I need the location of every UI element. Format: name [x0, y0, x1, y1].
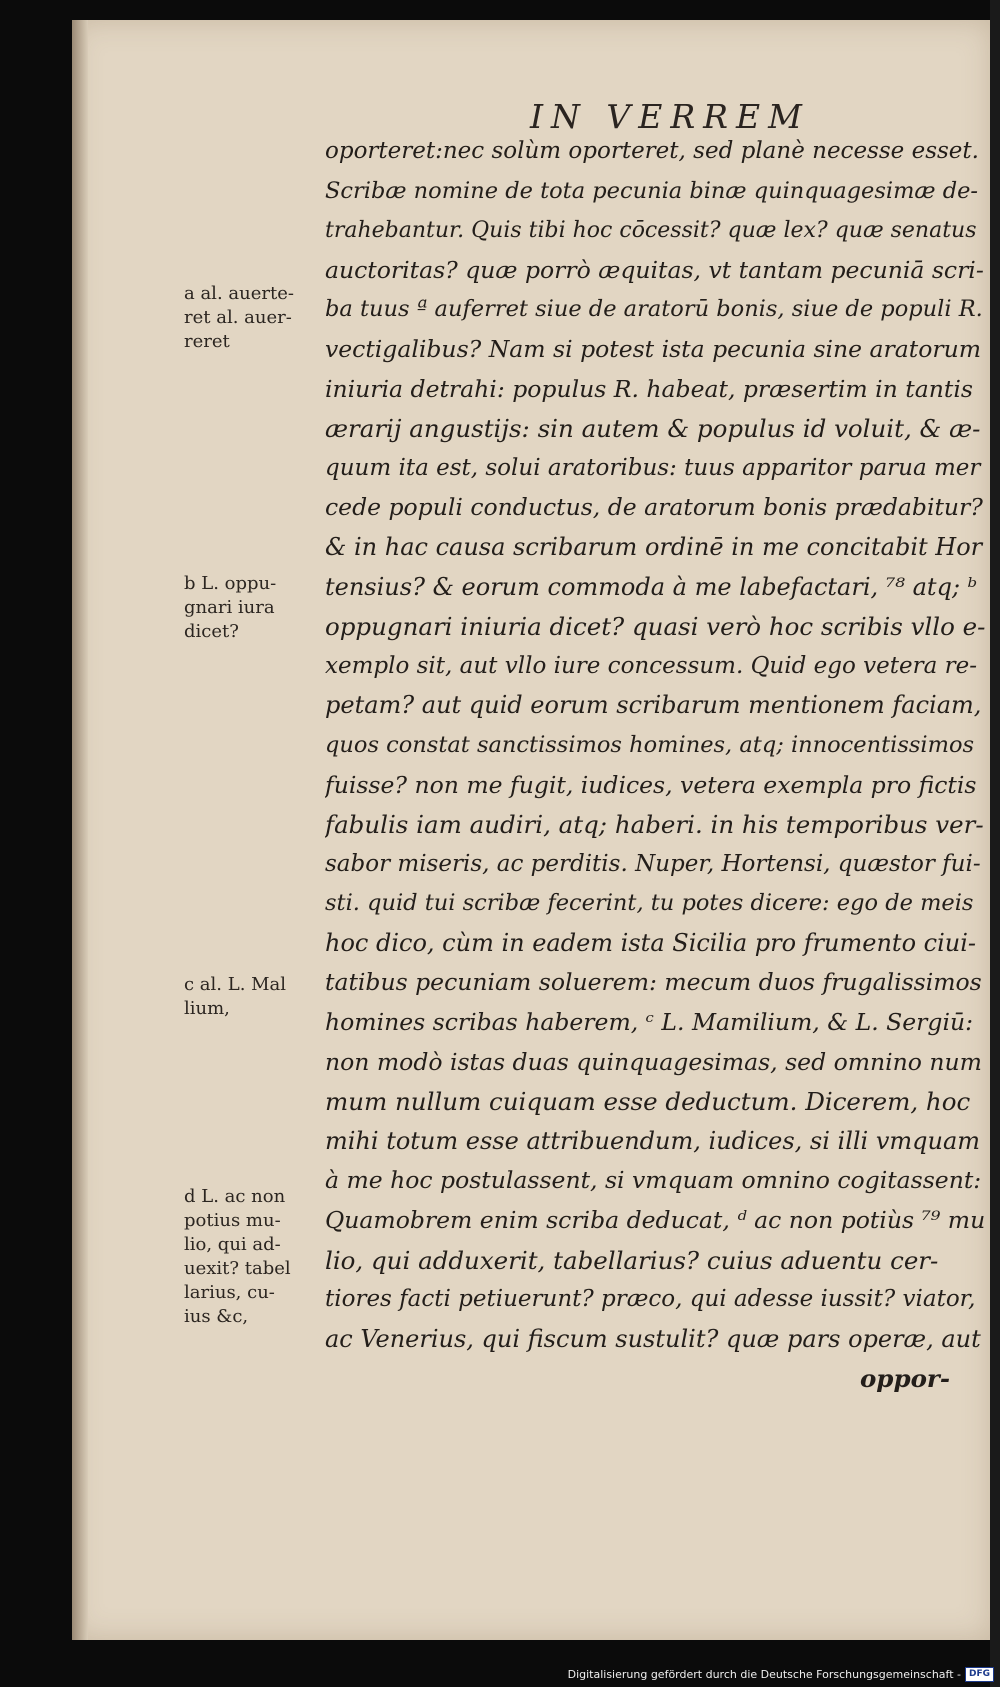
margin-note-line: ret al. auer-	[184, 307, 292, 328]
body-line: non modò istas duas quinquagesimas, sed omnino num	[325, 1047, 982, 1076]
body-line: Scribæ nomine de tota pecunia binæ quinquagesimæ de-	[325, 177, 979, 204]
body-line: fuisse? non me fugit, iudices, vetera exempla pro fictis	[325, 770, 977, 799]
margin-note-line: potius mu-	[184, 1210, 281, 1231]
body-line: auctoritas? quæ porrò æquitas, vt tantam pecuniā scri-	[325, 255, 984, 284]
body-line: lio, qui adduxerit, tabellarius? cuius aduentu cer-	[325, 1245, 939, 1275]
footer-credit: Digitalisierung gefördert durch die Deutsche Forschungsgemeinschaft -	[567, 1667, 961, 1681]
margin-note-line: c al. L. Mal	[184, 974, 287, 995]
margin-note-b	[184, 572, 324, 644]
body-line: sabor miseris, ac perditis. Nuper, Hortensi, quæstor fui-	[325, 850, 981, 877]
body-line: oppugnari iniuria dicet? quasi verò hoc scribis vllo e-	[325, 612, 985, 642]
scan-edge	[990, 0, 1000, 1687]
margin-note-line: b L. oppu-	[184, 573, 277, 594]
body-text	[325, 132, 985, 1399]
body-line: vectigalibus? Nam si potest ista pecunia sine aratorum	[325, 334, 982, 363]
body-line: homines scribas haberem, ᶜ L. Mamilium, & L. Sergiū:	[325, 1008, 974, 1037]
running-head: IN VERREM	[530, 97, 810, 136]
margin-note-a	[184, 282, 324, 354]
body-line: petam? aut quid eorum scribarum mentionem faciam,	[325, 691, 982, 720]
body-line: & in hac causa scribarum ordinē in me concitabit Hor	[325, 532, 983, 561]
body-line: xemplo sit, aut vllo iure concessum. Quid ego vetera re-	[325, 652, 977, 679]
page-gutter	[72, 20, 88, 1640]
body-line: tensius? & eorum commoda à me labefactari, ⁷⁸ atq; ᵇ	[325, 572, 978, 601]
margin-note-line: dicet?	[184, 621, 239, 642]
body-line: fabulis iam audiri, atq; haberi. in his temporibus ver-	[325, 810, 984, 840]
margin-note-line: reret	[184, 331, 230, 352]
margin-note-line: lium,	[184, 998, 230, 1019]
margin-note-line: larius, cu-	[184, 1282, 275, 1303]
margin-note-line: a al. auerte-	[184, 283, 294, 304]
dfg-logo: DFG	[965, 1667, 994, 1682]
body-line: cede populi conductus, de aratorum bonis prædabitur?	[325, 493, 983, 522]
body-line: ac Venerius, qui fiscum sustulit? quæ pars operæ, aut	[325, 1324, 981, 1353]
body-line: mihi totum esse attribuendum, iudices, si illi vmquam	[325, 1126, 981, 1155]
margin-note-d	[184, 1185, 324, 1329]
margin-note-line: gnari iura	[184, 597, 275, 618]
body-line: à me hoc postulassent, si vmquam omnino cogitassent:	[325, 1166, 982, 1195]
body-line: Quamobrem enim scriba deducat, ᵈ ac non potiùs ⁷⁹ mu	[325, 1206, 985, 1235]
body-line: quos constat sanctissimos homines, atq; innocentissimos	[325, 731, 975, 758]
margin-note-c	[184, 973, 324, 1021]
body-line: ærarij angustijs: sin autem & populus id voluit, & æ-	[325, 414, 981, 444]
body-line: hoc dico, cùm in eadem ista Sicilia pro frumento ciui-	[325, 928, 976, 957]
body-line: quum ita est, solui aratoribus: tuus apparitor parua mer	[325, 454, 981, 481]
body-line: tatibus pecuniam soluerem: mecum duos frugalissimos	[325, 968, 982, 997]
margin-note-line: ius &c,	[184, 1306, 249, 1327]
body-line: iniuria detrahi: populus R. habeat, præsertim in tantis	[325, 374, 973, 403]
body-line: trahebantur. Quis tibi hoc cōcessit? quæ lex? quæ senatus	[325, 218, 977, 244]
body-line: sti. quid tui scribæ fecerint, tu potes dicere: ego de meis	[325, 890, 974, 917]
margin-note-line: uexit? tabel	[184, 1258, 291, 1279]
body-line: oporteret:nec solùm oporteret, sed planè necesse esset.	[325, 138, 979, 164]
body-line: ba tuus ª auferret siue de aratorū bonis, siue de populi R.	[325, 296, 983, 323]
margin-note-line: d L. ac non	[184, 1186, 286, 1207]
margin-note-line: lio, qui ad-	[184, 1234, 281, 1255]
body-line: tiores facti petiuerunt? præco, qui adesse iussit? viator,	[325, 1286, 976, 1313]
body-line: mum nullum cuiquam esse deductum. Dicerem, hoc	[325, 1087, 971, 1117]
digitization-footer	[568, 1665, 994, 1683]
body-line: oppor-	[859, 1364, 950, 1394]
